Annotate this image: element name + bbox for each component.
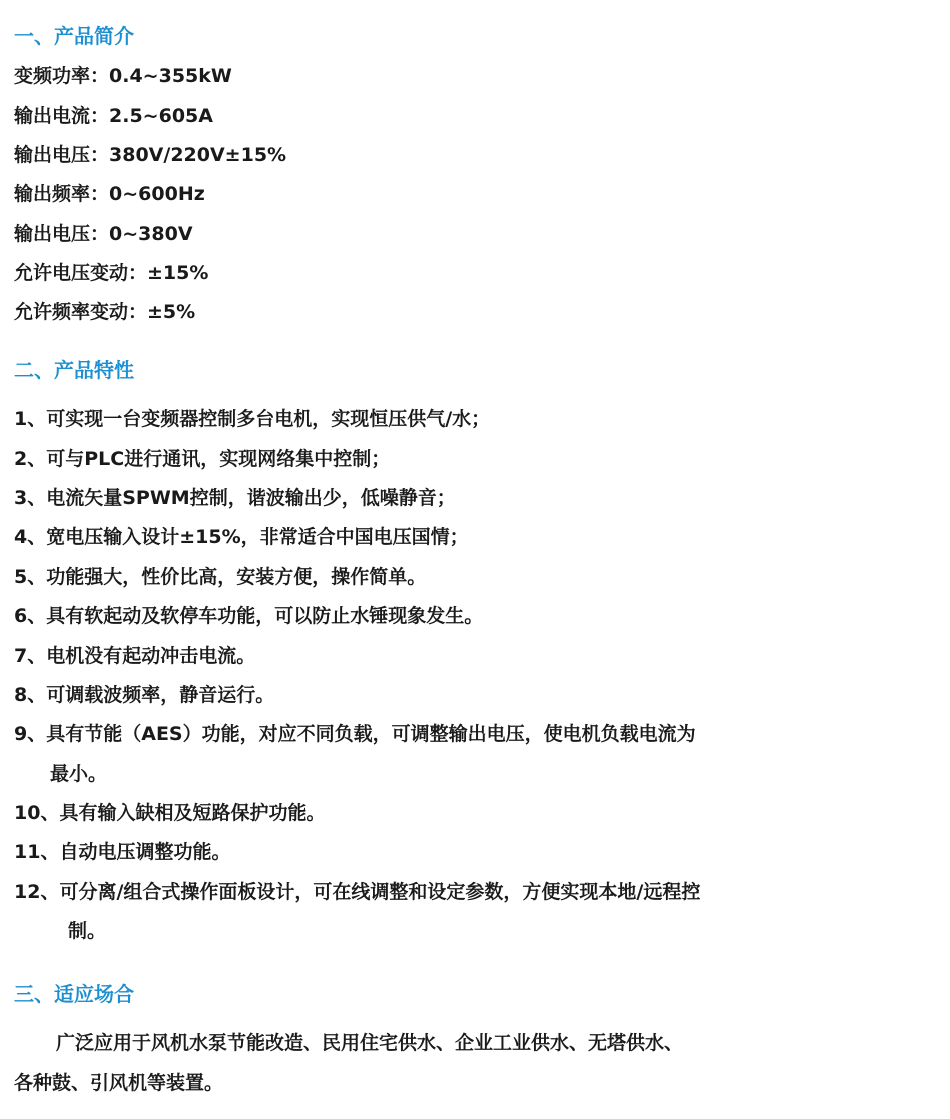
feature-number: 12、: [14, 881, 60, 903]
spec-line: [14, 182, 205, 206]
feature-number: 3、: [14, 487, 47, 509]
spec-label: 输出电压：: [14, 223, 110, 245]
spec-label: 输出电压：: [14, 144, 110, 166]
feature-number: 8、: [14, 684, 47, 706]
spec-line: [14, 222, 193, 246]
spec-value: 380V/220V±15%: [109, 144, 287, 166]
spec-line: [14, 300, 195, 324]
feature-text: 可调载波频率，静音运行。: [46, 684, 275, 706]
applications-paragraph-line1: 广泛应用于风机水泵节能改造、民用住宅供水、企业工业供水、无塔供水、: [56, 1032, 684, 1054]
spec-label: 输出频率：: [14, 183, 110, 205]
spec-label: 变频功率：: [14, 65, 110, 87]
feature-text: 电流矢量SPWM控制，谐波输出少，低噪静音；: [46, 487, 456, 509]
section-heading-intro: 一、产品简介: [14, 24, 134, 48]
feature-item: [14, 840, 230, 864]
spec-label: 允许频率变动：: [14, 301, 148, 323]
spec-value: ±15%: [147, 262, 209, 284]
feature-number: 4、: [14, 526, 47, 548]
feature-number: 5、: [14, 566, 47, 588]
feature-number: 11、: [14, 841, 60, 863]
feature-item: [14, 683, 274, 707]
feature-item: [14, 880, 700, 904]
spec-line: [14, 143, 286, 167]
spec-value: ±5%: [147, 301, 196, 323]
feature-item: [14, 801, 325, 825]
spec-value: 0~600Hz: [109, 183, 205, 205]
feature-text: 具有软起动及软停车功能，可以防止水锤现象发生。: [46, 605, 484, 627]
feature-text: 具有节能（AES）功能，对应不同负载，可调整输出电压，使电机负载电流为: [46, 723, 696, 745]
feature-number: 10、: [14, 802, 60, 824]
feature-number: 1、: [14, 408, 47, 430]
spec-value: 2.5~605A: [109, 105, 213, 127]
spec-line: [14, 104, 213, 128]
feature-text: 可分离/组合式操作面板设计，可在线调整和设定参数，方便实现本地/远程控: [59, 881, 701, 903]
feature-text: 自动电压调整功能。: [59, 841, 231, 863]
spec-line: [14, 64, 232, 88]
feature-text: 具有输入缺相及短路保护功能。: [59, 802, 326, 824]
spec-label: 输出电流：: [14, 105, 110, 127]
feature-text: 宽电压输入设计±15%，非常适合中国电压国情；: [46, 526, 469, 548]
spec-value: 0~380V: [109, 223, 193, 245]
feature-item: [14, 565, 426, 589]
feature-text: 可实现一台变频器控制多台电机，实现恒压供气/水；: [46, 408, 491, 430]
feature-item: [14, 604, 483, 628]
feature-item: [14, 447, 390, 471]
applications-paragraph-line2: 各种鼓、引风机等装置。: [14, 1072, 224, 1094]
feature-item: [14, 722, 696, 746]
feature-number: 6、: [14, 605, 47, 627]
feature-text: 功能强大，性价比高，安装方便，操作简单。: [46, 566, 427, 588]
feature-number: 2、: [14, 448, 47, 470]
spec-label: 允许电压变动：: [14, 262, 148, 284]
section-heading-applications: 三、适应场合: [14, 982, 134, 1006]
feature-number: 7、: [14, 645, 47, 667]
feature-item: [14, 525, 469, 549]
section-heading-features: 二、产品特性: [14, 358, 134, 382]
feature-continuation: 最小。: [50, 763, 108, 785]
spec-value: 0.4~355kW: [109, 65, 232, 87]
feature-item: [14, 644, 255, 668]
feature-continuation: 制。: [68, 920, 107, 942]
feature-item: [14, 486, 456, 510]
spec-line: [14, 261, 208, 285]
feature-number: 9、: [14, 723, 47, 745]
feature-item: [14, 407, 490, 431]
feature-text: 可与PLC进行通讯，实现网络集中控制；: [46, 448, 391, 470]
feature-text: 电机没有起动冲击电流。: [46, 645, 256, 667]
